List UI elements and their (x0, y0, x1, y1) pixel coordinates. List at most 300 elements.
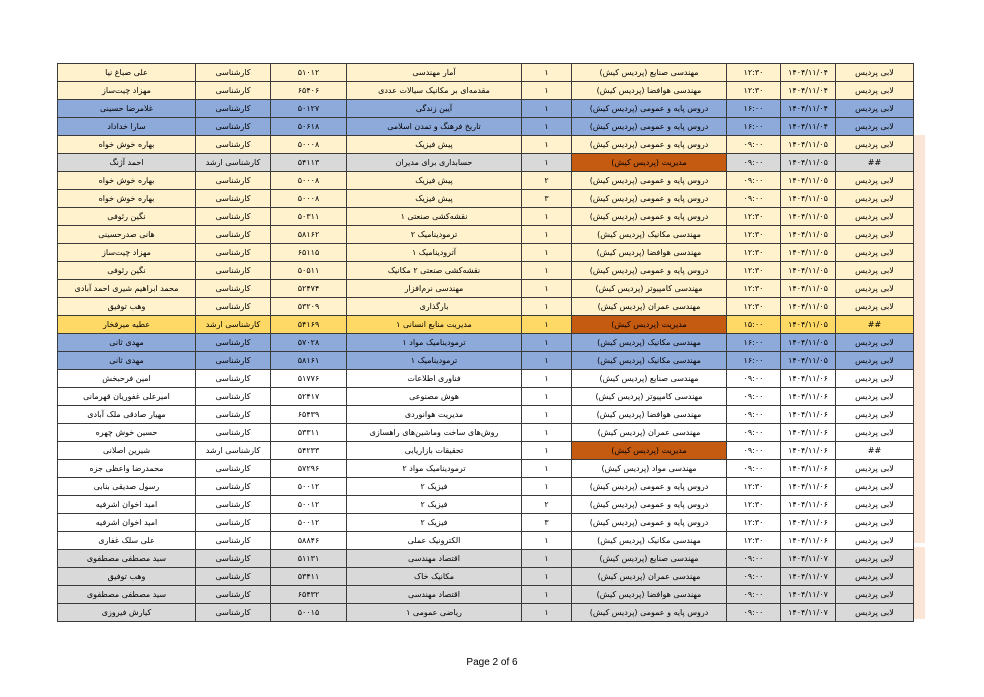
cell-course: فیزیک ۲ (347, 514, 522, 532)
cell-department: دروس پایه و عمومی (پردیس کیش) (572, 478, 727, 496)
cell-code: ۵۴۱۶۹ (271, 316, 347, 334)
cell-instructor: وهب توفیق (58, 568, 196, 586)
cell-instructor: محمد ابراهیم شیری احمد آبادی (58, 280, 196, 298)
cell-campus: لابی پردیس (836, 604, 914, 622)
cell-code: ۵۰۵۱۱ (271, 262, 347, 280)
cell-code: ۵۲۴۷۴ (271, 280, 347, 298)
cell-campus: لابی پردیس (836, 136, 914, 154)
cell-instructor: سید مصطفی مصطفوی (58, 586, 196, 604)
table-row (58, 154, 914, 172)
cell-group: ۱ (522, 136, 572, 154)
cell-group: ۱ (522, 424, 572, 442)
cell-instructor: نگین رئوفی (58, 262, 196, 280)
cell-course: ترمودینامیک مواد ۲ (347, 460, 522, 478)
table-row (58, 316, 914, 334)
cell-instructor: محمدرضا واعظی جزه (58, 460, 196, 478)
cell-degree: کارشناسی (196, 460, 271, 478)
cell-instructor: کیارش فیروزی (58, 604, 196, 622)
cell-course: تاریخ فرهنگ و تمدن اسلامی (347, 118, 522, 136)
cell-time: ۱۶:۰۰ (727, 100, 781, 118)
cell-department: مهندسی عمران (پردیس کیش) (572, 568, 727, 586)
cell-campus: ## (836, 442, 914, 460)
cell-department: دروس پایه و عمومی (پردیس کیش) (572, 190, 727, 208)
cell-time: ۰۹:۰۰ (727, 424, 781, 442)
cell-degree: کارشناسی (196, 208, 271, 226)
cell-campus: لابی پردیس (836, 118, 914, 136)
table-row (58, 406, 914, 424)
cell-instructor: رسول صدیقی بنابی (58, 478, 196, 496)
cell-department: دروس پایه و عمومی (پردیس کیش) (572, 496, 727, 514)
cell-time: ۰۹:۰۰ (727, 568, 781, 586)
table-row (58, 370, 914, 388)
cell-degree: کارشناسی (196, 478, 271, 496)
cell-degree: کارشناسی (196, 280, 271, 298)
cell-department: مدیریت (پردیس کیش) (572, 442, 727, 460)
cell-degree: کارشناسی (196, 514, 271, 532)
cell-group: ۳ (522, 514, 572, 532)
cell-time: ۱۲:۳۰ (727, 478, 781, 496)
table-row (58, 586, 914, 604)
cell-code: ۵۸۱۶۱ (271, 352, 347, 370)
cell-date: ۱۴۰۴/۱۱/۰۶ (781, 514, 836, 532)
table-row (58, 100, 914, 118)
cell-department: مهندسی صنایع (پردیس کیش) (572, 550, 727, 568)
cell-instructor: سید مصطفی مصطفوی (58, 550, 196, 568)
cell-course: هوش مصنوعی (347, 388, 522, 406)
cell-campus: لابی پردیس (836, 190, 914, 208)
cell-course: نقشه‌کشی صنعتی ۲ مکانیک (347, 262, 522, 280)
cell-course: تحقیقات بازاریابی (347, 442, 522, 460)
cell-code: ۵۰۰۱۲ (271, 496, 347, 514)
cell-instructor: امین فرحبخش (58, 370, 196, 388)
cell-course: آترودینامیک ۱ (347, 244, 522, 262)
cell-department: مهندسی کامپیوتر (پردیس کیش) (572, 388, 727, 406)
cell-degree: کارشناسی (196, 334, 271, 352)
cell-instructor: احمد آژنگ (58, 154, 196, 172)
cell-campus: لابی پردیس (836, 82, 914, 100)
cell-degree: کارشناسی (196, 388, 271, 406)
cell-department: مهندسی مکانیک (پردیس کیش) (572, 532, 727, 550)
cell-group: ۱ (522, 298, 572, 316)
cell-code: ۶۵۴۰۶ (271, 82, 347, 100)
cell-date: ۱۴۰۴/۱۱/۰۶ (781, 388, 836, 406)
cell-instructor: علی سلک غفاری (58, 532, 196, 550)
cell-department: مهندسی هوافضا (پردیس کیش) (572, 244, 727, 262)
cell-time: ۰۹:۰۰ (727, 604, 781, 622)
cell-campus: ## (836, 316, 914, 334)
cell-degree: کارشناسی (196, 424, 271, 442)
cell-time: ۱۲:۳۰ (727, 280, 781, 298)
cell-time: ۱۲:۳۰ (727, 514, 781, 532)
cell-time: ۰۹:۰۰ (727, 406, 781, 424)
cell-code: ۶۵۴۳۹ (271, 406, 347, 424)
cell-time: ۱۵:۰۰ (727, 316, 781, 334)
cell-instructor: نگین رئوفی (58, 208, 196, 226)
cell-date: ۱۴۰۴/۱۱/۰۴ (781, 118, 836, 136)
cell-course: ترمودینامیک ۲ (347, 226, 522, 244)
cell-course: مدیریت هوانوردی (347, 406, 522, 424)
cell-degree: کارشناسی (196, 100, 271, 118)
cell-time: ۱۲:۳۰ (727, 532, 781, 550)
cell-time: ۱۲:۳۰ (727, 82, 781, 100)
table-row (58, 82, 914, 100)
cell-code: ۵۰۰۰۸ (271, 190, 347, 208)
cell-time: ۰۹:۰۰ (727, 154, 781, 172)
cell-date: ۱۴۰۴/۱۱/۰۵ (781, 316, 836, 334)
cell-group: ۱ (522, 406, 572, 424)
cell-group: ۱ (522, 316, 572, 334)
cell-course: ریاضی عمومی ۱ (347, 604, 522, 622)
cell-time: ۰۹:۰۰ (727, 370, 781, 388)
cell-course: روش‌های ساخت وماشین‌های راهسازی (347, 424, 522, 442)
cell-instructor: عطیه میرفخار (58, 316, 196, 334)
cell-group: ۱ (522, 568, 572, 586)
cell-time: ۰۹:۰۰ (727, 388, 781, 406)
cell-date: ۱۴۰۴/۱۱/۰۴ (781, 100, 836, 118)
cell-department: مهندسی کامپیوتر (پردیس کیش) (572, 280, 727, 298)
cell-instructor: هانی صدرحسینی (58, 226, 196, 244)
cell-degree: کارشناسی (196, 298, 271, 316)
cell-code: ۵۱۱۳۱ (271, 550, 347, 568)
cell-date: ۱۴۰۴/۱۱/۰۷ (781, 550, 836, 568)
cell-time: ۰۹:۰۰ (727, 586, 781, 604)
cell-degree: کارشناسی (196, 118, 271, 136)
cell-campus: لابی پردیس (836, 172, 914, 190)
cell-instructor: مهدی ثانی (58, 334, 196, 352)
cell-campus: لابی پردیس (836, 550, 914, 568)
table-row (58, 604, 914, 622)
cell-degree: کارشناسی (196, 190, 271, 208)
cell-degree: کارشناسی ارشد (196, 154, 271, 172)
cell-code: ۵۰۰۰۸ (271, 136, 347, 154)
cell-date: ۱۴۰۴/۱۱/۰۶ (781, 406, 836, 424)
cell-date: ۱۴۰۴/۱۱/۰۶ (781, 496, 836, 514)
cell-department: دروس پایه و عمومی (پردیس کیش) (572, 100, 727, 118)
cell-instructor: علی صباغ نیا (58, 64, 196, 82)
cell-date: ۱۴۰۴/۱۱/۰۶ (781, 370, 836, 388)
cell-group: ۱ (522, 262, 572, 280)
cell-degree: کارشناسی (196, 406, 271, 424)
cell-instructor: امید اخوان اشرفیه (58, 496, 196, 514)
cell-degree: کارشناسی (196, 172, 271, 190)
cell-code: ۵۰۰۱۵ (271, 604, 347, 622)
cell-campus: لابی پردیس (836, 532, 914, 550)
cell-date: ۱۴۰۴/۱۱/۰۵ (781, 244, 836, 262)
cell-campus: لابی پردیس (836, 352, 914, 370)
cell-date: ۱۴۰۴/۱۱/۰۵ (781, 226, 836, 244)
cell-campus: لابی پردیس (836, 298, 914, 316)
cell-group: ۱ (522, 118, 572, 136)
cell-campus: لابی پردیس (836, 262, 914, 280)
cell-code: ۵۰۰۱۲ (271, 514, 347, 532)
cell-group: ۱ (522, 550, 572, 568)
cell-department: دروس پایه و عمومی (پردیس کیش) (572, 514, 727, 532)
cell-instructor: وهب توفیق (58, 298, 196, 316)
cell-campus: لابی پردیس (836, 496, 914, 514)
cell-code: ۵۸۸۴۶ (271, 532, 347, 550)
cell-campus: لابی پردیس (836, 334, 914, 352)
cell-degree: کارشناسی (196, 568, 271, 586)
cell-group: ۱ (522, 100, 572, 118)
cell-campus: لابی پردیس (836, 226, 914, 244)
table-row (58, 424, 914, 442)
cell-campus: لابی پردیس (836, 370, 914, 388)
table-row (58, 64, 914, 82)
cell-course: پیش فیزیک (347, 172, 522, 190)
cell-department: مهندسی عمران (پردیس کیش) (572, 298, 727, 316)
cell-code: ۵۳۳۱۱ (271, 424, 347, 442)
cell-course: مقدمه‌ای بر مکانیک سیالات عددی (347, 82, 522, 100)
cell-code: ۵۱۷۷۶ (271, 370, 347, 388)
cell-instructor: سارا خداداد (58, 118, 196, 136)
cell-time: ۱۶:۰۰ (727, 118, 781, 136)
cell-group: ۱ (522, 370, 572, 388)
cell-instructor: امیرعلی غفوریان قهرمانی (58, 388, 196, 406)
cell-course: حسابداری برای مدیران (347, 154, 522, 172)
cell-date: ۱۴۰۴/۱۱/۰۶ (781, 532, 836, 550)
table-row (58, 496, 914, 514)
cell-department: مهندسی مکانیک (پردیس کیش) (572, 352, 727, 370)
cell-department: دروس پایه و عمومی (پردیس کیش) (572, 262, 727, 280)
table-row (58, 244, 914, 262)
cell-course: پیش فیزیک (347, 190, 522, 208)
cell-campus: لابی پردیس (836, 244, 914, 262)
table-row (58, 172, 914, 190)
cell-date: ۱۴۰۴/۱۱/۰۵ (781, 280, 836, 298)
cell-course: اقتصاد مهندسی (347, 550, 522, 568)
cell-time: ۱۲:۳۰ (727, 262, 781, 280)
cell-degree: کارشناسی (196, 550, 271, 568)
cell-group: ۱ (522, 208, 572, 226)
cell-code: ۵۰۶۱۸ (271, 118, 347, 136)
cell-date: ۱۴۰۴/۱۱/۰۵ (781, 190, 836, 208)
cell-group: ۱ (522, 478, 572, 496)
cell-department: مهندسی مواد (پردیس کیش) (572, 460, 727, 478)
cell-code: ۵۴۱۱۳ (271, 154, 347, 172)
cell-time: ۱۲:۳۰ (727, 244, 781, 262)
cell-group: ۲ (522, 172, 572, 190)
cell-department: مدیریت (پردیس کیش) (572, 316, 727, 334)
cell-department: مهندسی هوافضا (پردیس کیش) (572, 406, 727, 424)
cell-department: مدیریت (پردیس کیش) (572, 154, 727, 172)
cell-date: ۱۴۰۴/۱۱/۰۶ (781, 478, 836, 496)
cell-course: الکترونیک عملی (347, 532, 522, 550)
cell-time: ۱۲:۳۰ (727, 298, 781, 316)
cell-course: نقشه‌کشی صنعتی ۱ (347, 208, 522, 226)
cell-group: ۱ (522, 64, 572, 82)
cell-instructor: شیرین اصلانی (58, 442, 196, 460)
cell-degree: کارشناسی (196, 604, 271, 622)
cell-degree: کارشناسی (196, 352, 271, 370)
cell-course: آیین زندگی (347, 100, 522, 118)
cell-date: ۱۴۰۴/۱۱/۰۷ (781, 568, 836, 586)
right-edge-shade (913, 547, 925, 619)
cell-date: ۱۴۰۴/۱۱/۰۵ (781, 334, 836, 352)
cell-code: ۵۰۳۱۱ (271, 208, 347, 226)
table-row (58, 352, 914, 370)
cell-course: اقتصاد مهندسی (347, 586, 522, 604)
cell-department: دروس پایه و عمومی (پردیس کیش) (572, 208, 727, 226)
table-row (58, 514, 914, 532)
cell-degree: کارشناسی (196, 532, 271, 550)
cell-department: مهندسی صنایع (پردیس کیش) (572, 64, 727, 82)
cell-campus: لابی پردیس (836, 280, 914, 298)
cell-course: مهندسی نرم‌افزار (347, 280, 522, 298)
cell-instructor: مهزاد چیت‌ساز (58, 244, 196, 262)
cell-group: ۳ (522, 190, 572, 208)
cell-code: ۵۱۰۱۲ (271, 64, 347, 82)
cell-instructor: بهاره خوش خواه (58, 172, 196, 190)
cell-date: ۱۴۰۴/۱۱/۰۵ (781, 352, 836, 370)
cell-course: فناوری اطلاعات (347, 370, 522, 388)
cell-department: مهندسی مکانیک (پردیس کیش) (572, 226, 727, 244)
cell-degree: کارشناسی (196, 496, 271, 514)
cell-course: بارگذاری (347, 298, 522, 316)
table-row (58, 568, 914, 586)
cell-time: ۱۲:۳۰ (727, 208, 781, 226)
cell-campus: لابی پردیس (836, 64, 914, 82)
table-row (58, 190, 914, 208)
cell-instructor: مهزاد چیت‌ساز (58, 82, 196, 100)
cell-time: ۰۹:۰۰ (727, 460, 781, 478)
cell-department: دروس پایه و عمومی (پردیس کیش) (572, 118, 727, 136)
cell-group: ۱ (522, 280, 572, 298)
table-row (58, 334, 914, 352)
cell-campus: ## (836, 154, 914, 172)
cell-code: ۵۰۰۱۲ (271, 478, 347, 496)
cell-campus: لابی پردیس (836, 388, 914, 406)
cell-date: ۱۴۰۴/۱۱/۰۵ (781, 298, 836, 316)
cell-group: ۱ (522, 442, 572, 460)
cell-date: ۱۴۰۴/۱۱/۰۵ (781, 154, 836, 172)
cell-group: ۱ (522, 604, 572, 622)
cell-campus: لابی پردیس (836, 568, 914, 586)
cell-date: ۱۴۰۴/۱۱/۰۶ (781, 442, 836, 460)
page-footer: Page 2 of 6 (466, 657, 518, 668)
cell-code: ۵۷۲۹۶ (271, 460, 347, 478)
cell-course: آمار مهندسی (347, 64, 522, 82)
table-row (58, 478, 914, 496)
cell-course: مدیریت منابع انسانی ۱ (347, 316, 522, 334)
cell-campus: لابی پردیس (836, 478, 914, 496)
cell-code: ۵۸۱۶۲ (271, 226, 347, 244)
cell-degree: کارشناسی (196, 370, 271, 388)
cell-instructor: بهاره خوش خواه (58, 190, 196, 208)
cell-code: ۵۷۰۲۸ (271, 334, 347, 352)
cell-degree: کارشناسی (196, 82, 271, 100)
cell-time: ۱۲:۳۰ (727, 226, 781, 244)
cell-date: ۱۴۰۴/۱۱/۰۷ (781, 604, 836, 622)
cell-code: ۵۴۲۳۳ (271, 442, 347, 460)
cell-date: ۱۴۰۴/۱۱/۰۵ (781, 208, 836, 226)
cell-course: ترمودینامیک مواد ۱ (347, 334, 522, 352)
cell-time: ۱۶:۰۰ (727, 334, 781, 352)
table-row (58, 208, 914, 226)
exam-schedule-table (57, 63, 914, 622)
cell-degree: کارشناسی ارشد (196, 316, 271, 334)
cell-group: ۱ (522, 586, 572, 604)
cell-department: مهندسی مکانیک (پردیس کیش) (572, 334, 727, 352)
table-row (58, 460, 914, 478)
cell-degree: کارشناسی ارشد (196, 442, 271, 460)
table-row (58, 118, 914, 136)
cell-group: ۱ (522, 226, 572, 244)
cell-group: ۱ (522, 244, 572, 262)
cell-time: ۱۲:۳۰ (727, 496, 781, 514)
cell-time: ۰۹:۰۰ (727, 190, 781, 208)
table-row (58, 388, 914, 406)
cell-department: دروس پایه و عمومی (پردیس کیش) (572, 136, 727, 154)
cell-instructor: امید اخوان اشرفیه (58, 514, 196, 532)
cell-instructor: حسین خوش چهره (58, 424, 196, 442)
cell-code: ۵۳۲۰۹ (271, 298, 347, 316)
cell-date: ۱۴۰۴/۱۱/۰۶ (781, 460, 836, 478)
cell-degree: کارشناسی (196, 244, 271, 262)
cell-department: مهندسی صنایع (پردیس کیش) (572, 370, 727, 388)
cell-group: ۱ (522, 532, 572, 550)
cell-department: دروس پایه و عمومی (پردیس کیش) (572, 604, 727, 622)
cell-time: ۰۹:۰۰ (727, 172, 781, 190)
cell-group: ۱ (522, 334, 572, 352)
cell-course: فیزیک ۲ (347, 496, 522, 514)
cell-time: ۱۶:۰۰ (727, 352, 781, 370)
cell-group: ۱ (522, 82, 572, 100)
cell-degree: کارشناسی (196, 136, 271, 154)
cell-instructor: مهدی ثانی (58, 352, 196, 370)
cell-department: دروس پایه و عمومی (پردیس کیش) (572, 172, 727, 190)
cell-group: ۱ (522, 352, 572, 370)
cell-degree: کارشناسی (196, 262, 271, 280)
right-edge-shade (913, 135, 925, 543)
cell-time: ۰۹:۰۰ (727, 442, 781, 460)
cell-time: ۰۹:۰۰ (727, 136, 781, 154)
cell-campus: لابی پردیس (836, 208, 914, 226)
cell-department: مهندسی هوافضا (پردیس کیش) (572, 82, 727, 100)
cell-instructor: غلامرضا حسینی (58, 100, 196, 118)
cell-department: مهندسی عمران (پردیس کیش) (572, 424, 727, 442)
table-row (58, 226, 914, 244)
cell-group: ۱ (522, 460, 572, 478)
table-row (58, 442, 914, 460)
cell-date: ۱۴۰۴/۱۱/۰۷ (781, 586, 836, 604)
cell-campus: لابی پردیس (836, 406, 914, 424)
table-row (58, 262, 914, 280)
cell-date: ۱۴۰۴/۱۱/۰۴ (781, 64, 836, 82)
cell-course: مکانیک خاک (347, 568, 522, 586)
cell-degree: کارشناسی (196, 226, 271, 244)
cell-degree: کارشناسی (196, 64, 271, 82)
cell-code: ۵۰۱۲۷ (271, 100, 347, 118)
cell-group: ۲ (522, 496, 572, 514)
cell-instructor: مهیار صادقی ملک آبادی (58, 406, 196, 424)
cell-date: ۱۴۰۴/۱۱/۰۵ (781, 136, 836, 154)
cell-department: مهندسی هوافضا (پردیس کیش) (572, 586, 727, 604)
cell-degree: کارشناسی (196, 586, 271, 604)
cell-code: ۵۰۰۰۸ (271, 172, 347, 190)
cell-group: ۱ (522, 154, 572, 172)
table-row (58, 550, 914, 568)
cell-date: ۱۴۰۴/۱۱/۰۴ (781, 82, 836, 100)
cell-code: ۵۳۴۱۱ (271, 568, 347, 586)
cell-code: ۶۵۴۳۲ (271, 586, 347, 604)
cell-date: ۱۴۰۴/۱۱/۰۶ (781, 424, 836, 442)
cell-course: فیزیک ۲ (347, 478, 522, 496)
cell-campus: لابی پردیس (836, 514, 914, 532)
cell-code: ۶۵۱۱۵ (271, 244, 347, 262)
table-row (58, 298, 914, 316)
cell-date: ۱۴۰۴/۱۱/۰۵ (781, 262, 836, 280)
cell-code: ۵۲۴۱۷ (271, 388, 347, 406)
